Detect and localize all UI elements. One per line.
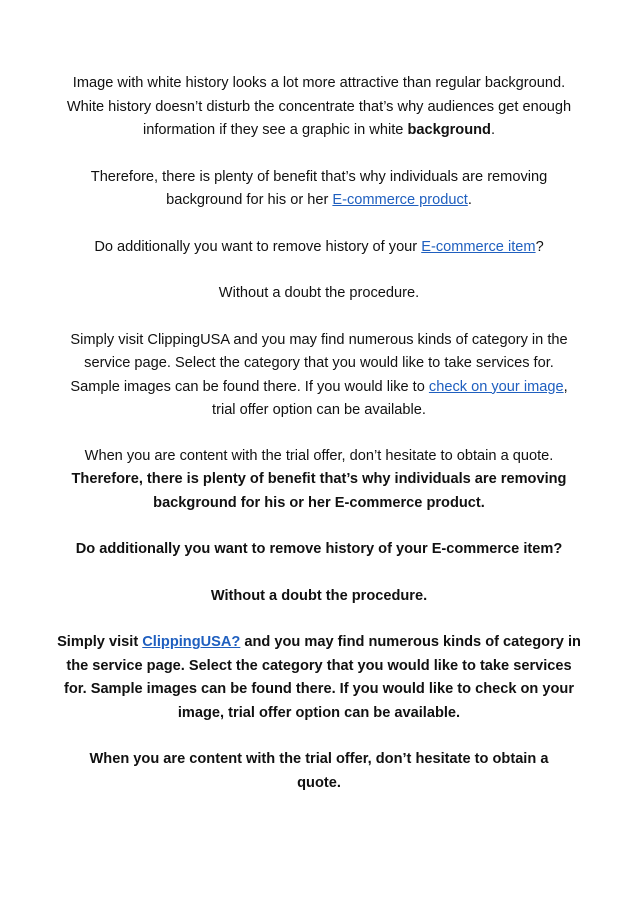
paragraph-visit-end: , trial offer option can be available. (212, 378, 568, 418)
check-on-your-image-link[interactable]: check on your image (428, 378, 564, 395)
paragraph-benefit (66, 166, 572, 213)
paragraph-question-end: ? (535, 238, 544, 255)
paragraph-intro-end: . (490, 122, 496, 138)
ecommerce-product-link[interactable]: E-commerce product (332, 192, 468, 208)
paragraph-benefit-end: . (467, 192, 472, 208)
bold-ecommerce-product: E-commerce product (334, 494, 481, 511)
ecommerce-item-link[interactable]: E-commerce item (421, 238, 536, 255)
paragraph-question-text: Do additionally you want to remove history of your (94, 238, 422, 255)
bold-paragraph-visit-rest: and you may find numerous kinds of category in the service page. Select the category that you would like to take services for. Sample images can be found there. If you would like to check on your image, trial offer option can be available. (63, 634, 581, 721)
clippingusa-link[interactable]: ClippingUSA? (142, 634, 241, 650)
bold-paragraph-benefit-end: . (480, 494, 485, 511)
paragraph-intro-text: Image with white history looks a lot more attractive than regular background. White history doesn’t disturb the concentrate that’s why audiences get enough information if they see a graphic in white (66, 75, 572, 138)
paragraph-intro (66, 72, 572, 143)
bold-paragraph-benefit-text: Therefore, there is plenty of benefit that’s why individuals are removing background for his or her (71, 471, 567, 511)
paragraph-quote: When you are content with the trial offer, don’t hesitate to obtain a quote. (84, 447, 554, 464)
paragraph-benefit-text: Therefore, there is plenty of benefit that’s why individuals are removing background for his or her (90, 168, 548, 208)
paragraph-question (66, 236, 572, 260)
paragraph-procedure: Without a doubt the procedure. (218, 285, 420, 301)
paragraph-visit-text: Simply visit ClippingUSA and you may find numerous kinds of category in the service page. Select the category that you would like to take services for. Sample images can be found there. If you would like to (70, 331, 568, 395)
bold-paragraph-question-text: Do additionally you want to remove history of your (75, 541, 432, 557)
bold-paragraph-question (66, 538, 572, 562)
document-body (57, 72, 581, 795)
bold-ecommerce-item: E-commerce item (431, 541, 554, 557)
bold-paragraph-benefit (66, 468, 572, 515)
background-emphasis: background (407, 122, 491, 138)
bold-paragraph-visit-text: Simply visit (57, 634, 143, 650)
bold-paragraph-question-end: ? (553, 541, 563, 557)
bold-paragraph-quote: When you are content with the trial offer, don’t hesitate to obtain a quote. (89, 751, 549, 791)
bold-paragraph-procedure: Without a doubt the procedure. (210, 587, 428, 604)
bold-paragraph-visit (56, 631, 582, 725)
paragraph-visit (66, 329, 572, 423)
